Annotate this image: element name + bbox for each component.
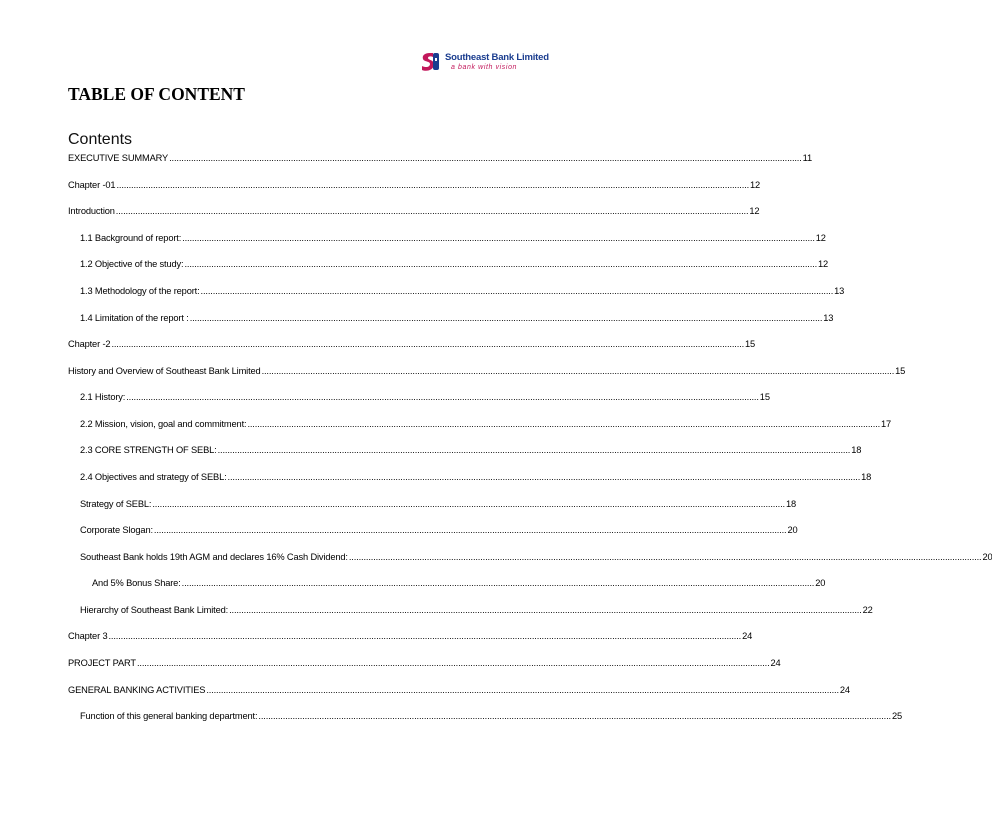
toc-entry-page: 15: [759, 392, 770, 402]
toc-entry-page: 15: [895, 366, 906, 376]
toc-entry-page: 20: [815, 578, 826, 588]
toc-entry-bonus-share[interactable]: [92, 575, 826, 589]
logo-tagline: a bank with vision: [451, 64, 518, 71]
toc-leader-dots: ....................................................................................................................................................................................................................................................................: [189, 313, 823, 323]
toc-leader-dots: ....................................................................................................................................................................................................................................................................: [153, 525, 787, 535]
toc-entry-label: 1.2 Objective of the study:: [80, 259, 184, 269]
toc-entry-label: Hierarchy of Southeast Bank Limited:: [80, 605, 229, 615]
toc-leader-dots: ....................................................................................................................................................................................................................................................................: [200, 286, 834, 296]
toc-entry-objectives-strategy[interactable]: [80, 469, 872, 483]
contents-heading: Contents: [68, 131, 133, 148]
toc-entry-label: 1.1 Background of report:: [80, 233, 182, 243]
toc-entry-label: Chapter -2: [68, 339, 111, 349]
toc-entry-introduction[interactable]: [68, 203, 760, 217]
toc-leader-dots: ....................................................................................................................................................................................................................................................................: [348, 552, 982, 562]
toc-leader-dots: ....................................................................................................................................................................................................................................................................: [229, 605, 862, 615]
toc-entry-label: Strategy of SEBL:: [80, 499, 152, 509]
toc-entry-limitation[interactable]: [80, 310, 834, 324]
toc-leader-dots: ....................................................................................................................................................................................................................................................................: [181, 578, 815, 588]
toc-entry-label: 2.4 Objectives and strategy of SEBL:: [80, 472, 227, 482]
toc-entry-page: 22: [862, 605, 873, 615]
toc-entry-label: GENERAL BANKING ACTIVITIES: [68, 685, 206, 695]
toc-leader-dots: ....................................................................................................................................................................................................................................................................: [206, 685, 839, 695]
toc-leader-dots: ....................................................................................................................................................................................................................................................................: [258, 711, 891, 721]
toc-entry-page: 20: [982, 552, 992, 562]
toc-entry-page: 18: [851, 445, 862, 455]
toc-leader-dots: ....................................................................................................................................................................................................................................................................: [116, 180, 750, 190]
toc-entry-corporate-slogan[interactable]: [80, 522, 798, 536]
toc-leader-dots: ....................................................................................................................................................................................................................................................................: [111, 339, 745, 349]
toc-entry-methodology[interactable]: [80, 283, 845, 297]
toc-leader-dots: ....................................................................................................................................................................................................................................................................: [126, 392, 759, 402]
southeast-bank-logo: [418, 50, 549, 76]
toc-entry-agm-dividend[interactable]: [80, 549, 992, 563]
toc-entry-page: 18: [861, 472, 872, 482]
toc-entry-page: 20: [787, 525, 798, 535]
toc-entry-chapter-2[interactable]: [68, 336, 756, 350]
toc-entry-strategy[interactable]: [80, 496, 796, 510]
toc-entry-label: 2.3 CORE STRENGTH OF SEBL:: [80, 445, 217, 455]
toc-entry-label: 1.4 Limitation of the report :: [80, 313, 189, 323]
toc-entry-label: Southeast Bank holds 19th AGM and declares 16% Cash Dividend:: [80, 552, 348, 562]
toc-entry-label: Corporate Slogan:: [80, 525, 153, 535]
toc-leader-dots: ....................................................................................................................................................................................................................................................................: [227, 472, 861, 482]
toc-entry-page: 17: [881, 419, 892, 429]
toc-leader-dots: ....................................................................................................................................................................................................................................................................: [182, 233, 815, 243]
toc-entry-page: 18: [785, 499, 796, 509]
toc-entry-page: 13: [823, 313, 834, 323]
toc-entry-label: History and Overview of Southeast Bank Limited: [68, 366, 261, 376]
logo-bank-name: Southeast Bank Limited: [445, 52, 549, 63]
toc-entry-page: 12: [749, 206, 760, 216]
toc-entry-objective[interactable]: [80, 256, 829, 270]
toc-entry-history-overview[interactable]: [68, 363, 906, 377]
toc-entry-chapter-3[interactable]: [68, 628, 753, 642]
toc-leader-dots: ....................................................................................................................................................................................................................................................................: [108, 631, 742, 641]
toc-entry-label: Chapter -01: [68, 180, 116, 190]
toc-entry-page: 12: [815, 233, 826, 243]
toc-leader-dots: ....................................................................................................................................................................................................................................................................: [261, 366, 895, 376]
toc-entry-label: PROJECT PART: [68, 658, 136, 668]
toc-entry-general-banking[interactable]: [68, 682, 850, 696]
toc-entry-background[interactable]: [80, 230, 826, 244]
toc-leader-dots: ....................................................................................................................................................................................................................................................................: [115, 206, 749, 216]
toc-entry-label: 2.1 History:: [80, 392, 126, 402]
toc-entry-page: 12: [750, 180, 761, 190]
toc-entry-label: And 5% Bonus Share:: [92, 578, 181, 588]
toc-entry-page: 15: [745, 339, 756, 349]
toc-entry-hierarchy[interactable]: [80, 602, 873, 616]
toc-entry-page: 24: [839, 685, 850, 695]
toc-leader-dots: ....................................................................................................................................................................................................................................................................: [169, 153, 802, 163]
southeast-bank-logo-icon: [418, 50, 442, 74]
toc-entry-label: Introduction: [68, 206, 115, 216]
toc-leader-dots: ....................................................................................................................................................................................................................................................................: [136, 658, 770, 668]
toc-leader-dots: ....................................................................................................................................................................................................................................................................: [247, 419, 881, 429]
toc-entry-page: 12: [818, 259, 829, 269]
toc-entry-mission-vision[interactable]: [80, 416, 892, 430]
toc-entry-core-strength[interactable]: [80, 442, 862, 456]
toc-entry-label: Chapter 3: [68, 631, 108, 641]
toc-entry-page: 24: [742, 631, 753, 641]
toc-entry-label: EXECUTIVE SUMMARY: [68, 153, 169, 163]
toc-entry-executive-summary[interactable]: [68, 150, 813, 164]
page-title: TABLE OF CONTENT: [68, 84, 245, 104]
toc-entry-function-general-banking[interactable]: [80, 708, 903, 722]
toc-entry-history[interactable]: [80, 389, 770, 403]
toc-entry-page: 11: [802, 153, 813, 163]
toc-entry-page: 25: [891, 711, 903, 721]
toc-leader-dots: ....................................................................................................................................................................................................................................................................: [184, 259, 818, 269]
toc-entry-label: 2.2 Mission, vision, goal and commitment:: [80, 419, 247, 429]
toc-entry-chapter-01[interactable]: [68, 177, 761, 191]
toc-entry-project-part[interactable]: [68, 655, 781, 669]
toc-entry-label: 1.3 Methodology of the report:: [80, 286, 200, 296]
toc-entry-label: Function of this general banking department:: [80, 711, 258, 721]
toc-leader-dots: ....................................................................................................................................................................................................................................................................: [217, 445, 851, 455]
toc-leader-dots: ....................................................................................................................................................................................................................................................................: [152, 499, 785, 509]
toc-entry-page: 13: [834, 286, 845, 296]
toc-entry-page: 24: [770, 658, 781, 668]
